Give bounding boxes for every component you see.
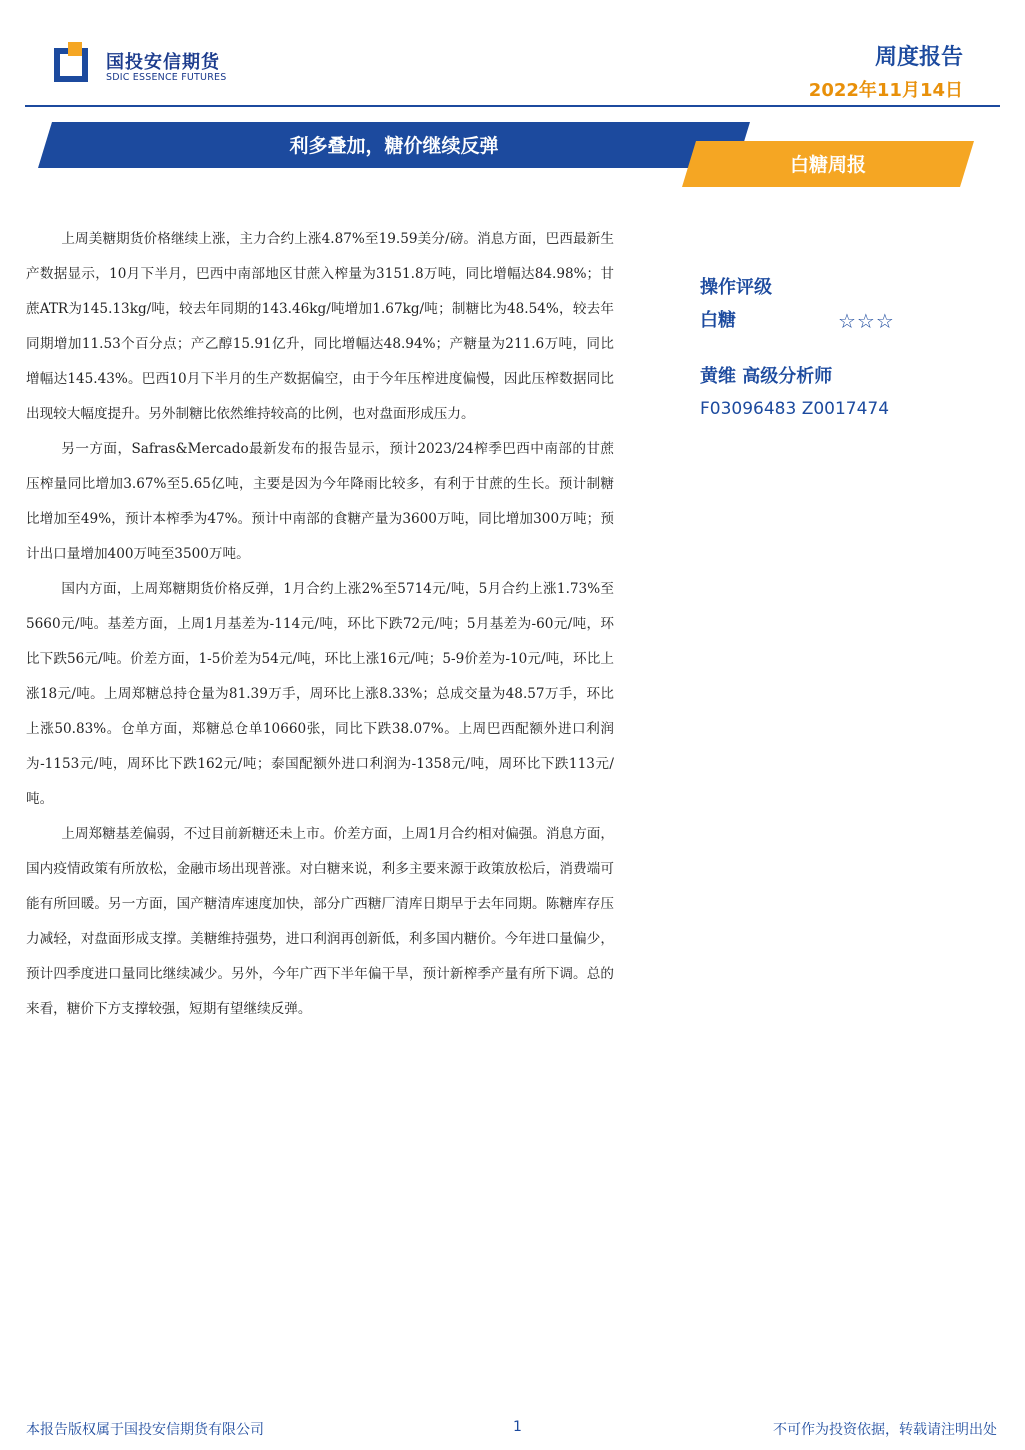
report-body (26, 222, 614, 1027)
page-number: 1 (513, 1419, 522, 1435)
report-date: 2022年11月14日 (808, 80, 963, 101)
star-rating-icon: ☆☆☆ (838, 309, 895, 333)
rating-product: 白糖 (700, 310, 736, 331)
report-title: 利多叠加，糖价继续反弹 (289, 135, 499, 157)
rating-label: 操作评级 (700, 277, 772, 298)
logo-text-en: SDIC ESSENCE FUTURES (106, 72, 227, 83)
report-type: 周度报告 (874, 45, 963, 70)
paragraph: 上周美糖期货价格继续上涨，主力合约上涨4.87%至19.59美分/磅。消息方面，巴西最新生产数据显示，10月下半月，巴西中南部地区甘蔗入榨量为3151.8万吨，同比增幅达84.98%；甘蔗ATR为145.13kg/吨，较去年同期的143.46kg/吨增加1.67kg/吨；制糖比为48.54%，较去年同期增加11.53个百分点；产乙醇15.91亿升，同比增幅达48.94%；产糖量为211.6万吨，同比增幅达145.43%。巴西10月下半月的生产数据偏空，由于今年压榨进度偏慢，因此压榨数据同比出现较大幅度提升。另外制糖比依然维持较高的比例，也对盘面形成压力。 (26, 231, 614, 422)
footer-copyright: 本报告版权属于国投安信期货有限公司 (26, 1422, 264, 1438)
header-divider (25, 105, 1000, 107)
report-category: 白糖周报 (789, 154, 866, 176)
rating-row (700, 304, 970, 338)
analyst-name: 黄维 高级分析师 (700, 366, 833, 387)
paragraph: 国内方面，上周郑糖期货价格反弹，1月合约上涨2%至5714元/吨，5月合约上涨1.73%至5660元/吨。基差方面，上周1月基差为-114元/吨，环比下跌72元/吨；5月基差为-60元/吨，环比下跌56元/吨。价差方面，1-5价差为54元/吨，环比上涨16元/吨；5-9价差为-10元/吨，环比上涨18元/吨。上周郑糖总持仓量为81.39万手，周环比上涨8.33%；总成交量为48.57万手，环比上涨50.83%。仓单方面，郑糖总仓单10660张，同比下跌38.07%。上周巴西配额外进口利润为-1153元/吨，周环比下跌162元/吨；泰国配额外进口利润为-1358元/吨，周环比下跌113元/吨。 (26, 581, 614, 807)
footer-disclaimer: 不可作为投资依据，转载请注明出处 (773, 1422, 997, 1438)
sidebar (700, 272, 970, 424)
company-logo (54, 42, 244, 92)
analyst-license-ids: F03096483 Z0017474 (700, 399, 890, 419)
logo-mark-icon (54, 42, 96, 84)
logo-text-cn: 国投安信期货 (106, 52, 220, 73)
paragraph: 另一方面，Safras&Mercado最新发布的报告显示，预计2023/24榨季巴西中南部的甘蔗压榨量同比增加3.67%至5.65亿吨，主要是因为今年降雨比较多，有利于甘蔗的生长。预计制糖比增加至49%，预计本榨季为47%。预计中南部的食糖产量为3600万吨，同比增加300万吨；预计出口量增加400万吨至3500万吨。 (26, 441, 614, 562)
paragraph: 上周郑糖基差偏弱，不过目前新糖还未上市。价差方面，上周1月合约相对偏强。消息方面，国内疫情政策有所放松，金融市场出现普涨。对白糖来说，利多主要来源于政策放松后，消费端可能有所回暖。另一方面，国产糖清库速度加快，部分广西糖厂清库日期早于去年同期。陈糖库存压力减轻，对盘面形成支撑。美糖维持强势，进口利润再创新低，利多国内糖价。今年进口量偏少，预计四季度进口量同比继续减少。另外，今年广西下半年偏干旱，预计新榨季产量有所下调。总的来看，糖价下方支撑较强，短期有望继续反弹。 (26, 826, 614, 1017)
